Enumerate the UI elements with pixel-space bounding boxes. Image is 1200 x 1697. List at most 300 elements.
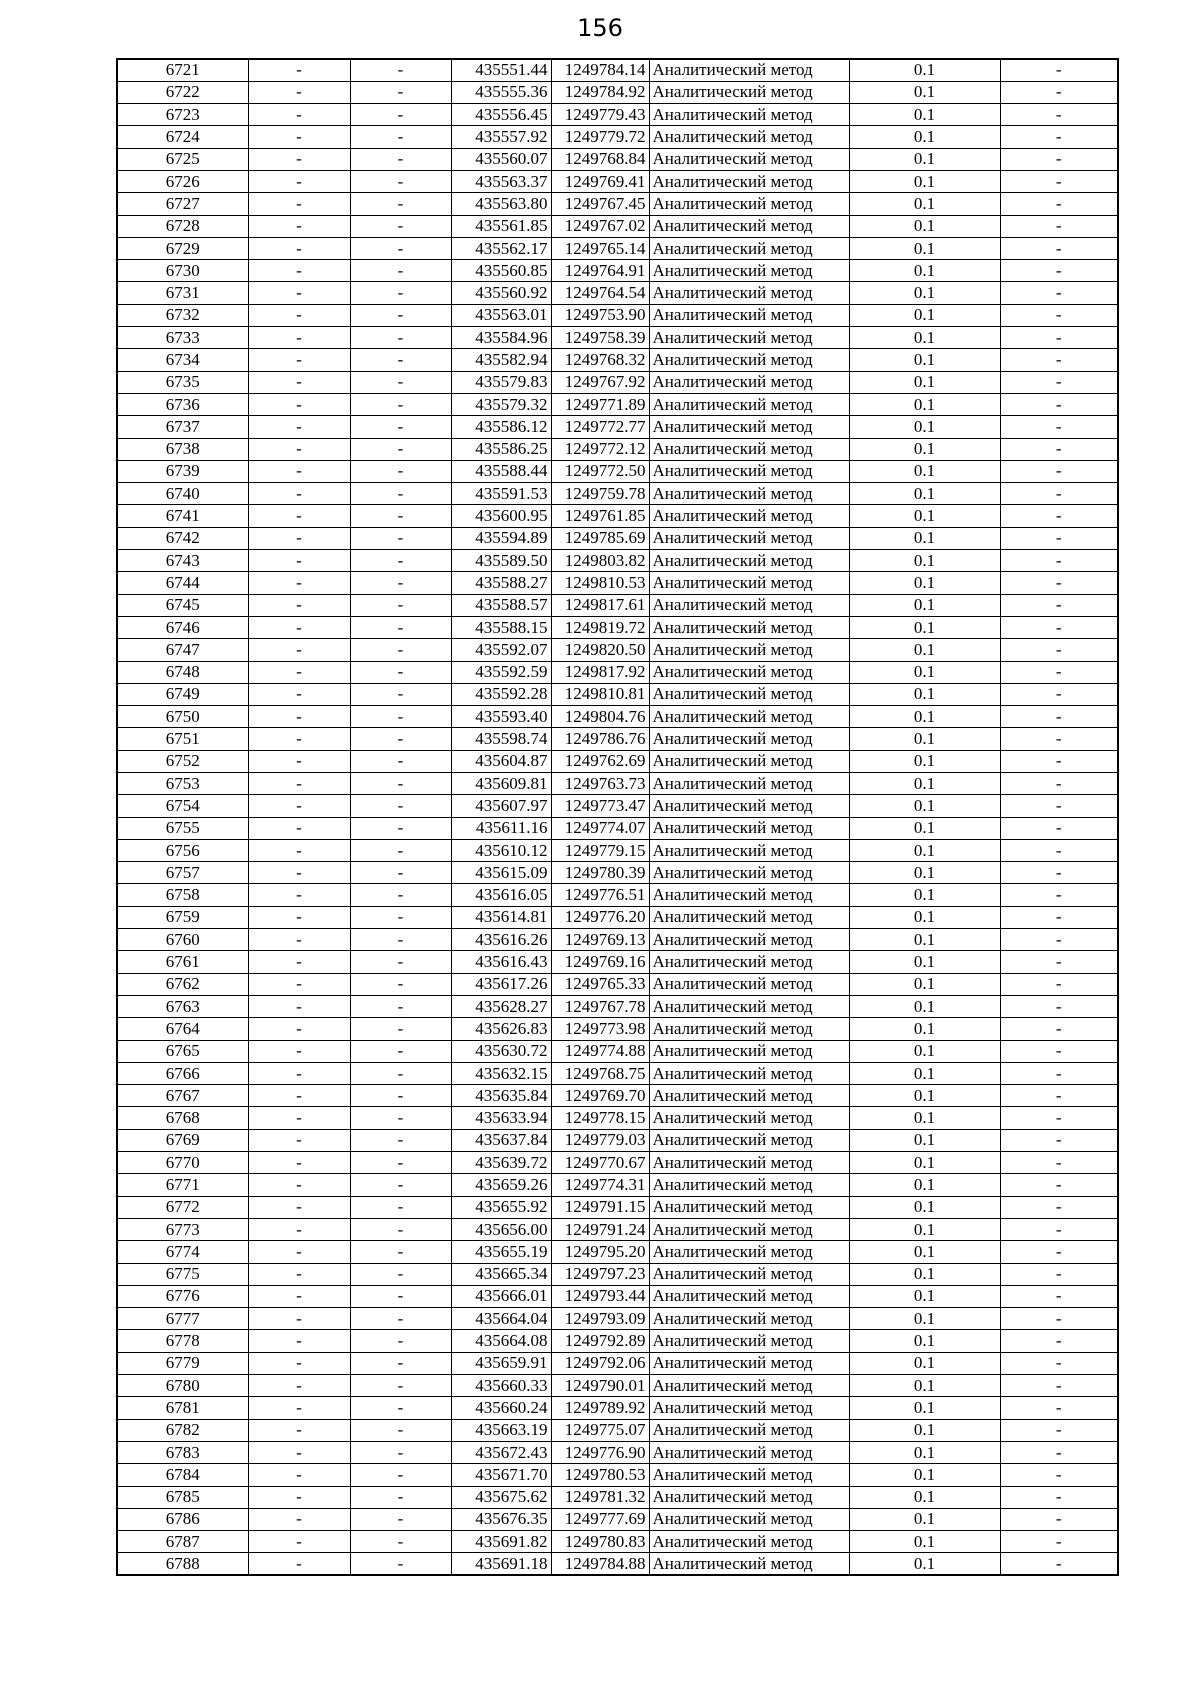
table-row: [117, 349, 1118, 371]
empty-value-cell: -: [1000, 951, 1118, 973]
empty-value-cell: -: [248, 1196, 350, 1218]
table-row: [117, 995, 1118, 1017]
empty-value-cell: -: [248, 416, 350, 438]
y-coordinate-cell: 1249795.20: [551, 1241, 649, 1263]
point-number-cell: 6788: [117, 1553, 248, 1575]
x-coordinate-cell: 435614.81: [451, 906, 551, 928]
y-coordinate-cell: 1249779.03: [551, 1129, 649, 1151]
point-number-cell: 6755: [117, 817, 248, 839]
empty-value-cell: -: [1000, 795, 1118, 817]
method-cell: Аналитический метод: [649, 639, 849, 661]
y-coordinate-cell: 1249763.73: [551, 773, 649, 795]
empty-value-cell: -: [248, 995, 350, 1017]
table-row: [117, 59, 1118, 81]
method-cell: Аналитический метод: [649, 839, 849, 861]
x-coordinate-cell: 435579.32: [451, 393, 551, 415]
empty-value-cell: -: [1000, 1107, 1118, 1129]
table-row: [117, 393, 1118, 415]
x-coordinate-cell: 435600.95: [451, 505, 551, 527]
accuracy-cell: 0.1: [849, 505, 1000, 527]
empty-value-cell: -: [248, 884, 350, 906]
empty-value-cell: -: [1000, 170, 1118, 192]
method-cell: Аналитический метод: [649, 304, 849, 326]
empty-value-cell: -: [1000, 460, 1118, 482]
x-coordinate-cell: 435588.57: [451, 594, 551, 616]
method-cell: Аналитический метод: [649, 951, 849, 973]
accuracy-cell: 0.1: [849, 393, 1000, 415]
point-number-cell: 6756: [117, 839, 248, 861]
point-number-cell: 6738: [117, 438, 248, 460]
table-row: [117, 438, 1118, 460]
accuracy-cell: 0.1: [849, 1040, 1000, 1062]
empty-value-cell: -: [1000, 104, 1118, 126]
table-row: [117, 1352, 1118, 1374]
y-coordinate-cell: 1249792.89: [551, 1330, 649, 1352]
empty-value-cell: -: [350, 1486, 451, 1508]
empty-value-cell: -: [350, 1352, 451, 1374]
point-number-cell: 6763: [117, 995, 248, 1017]
empty-value-cell: -: [1000, 1553, 1118, 1575]
table-row: [117, 460, 1118, 482]
method-cell: Аналитический метод: [649, 1464, 849, 1486]
accuracy-cell: 0.1: [849, 1018, 1000, 1040]
empty-value-cell: -: [350, 1062, 451, 1084]
y-coordinate-cell: 1249770.67: [551, 1152, 649, 1174]
y-coordinate-cell: 1249793.44: [551, 1285, 649, 1307]
table-row: [117, 1218, 1118, 1240]
empty-value-cell: -: [350, 1040, 451, 1062]
table-row: [117, 616, 1118, 638]
y-coordinate-cell: 1249789.92: [551, 1397, 649, 1419]
empty-value-cell: -: [350, 59, 451, 81]
table-row: [117, 1531, 1118, 1553]
empty-value-cell: -: [248, 1218, 350, 1240]
table-row: [117, 1107, 1118, 1129]
table-body: [117, 59, 1118, 1575]
table-row: [117, 795, 1118, 817]
empty-value-cell: -: [350, 728, 451, 750]
y-coordinate-cell: 1249791.15: [551, 1196, 649, 1218]
accuracy-cell: 0.1: [849, 527, 1000, 549]
y-coordinate-cell: 1249762.69: [551, 750, 649, 772]
empty-value-cell: -: [1000, 349, 1118, 371]
empty-value-cell: -: [248, 104, 350, 126]
method-cell: Аналитический метод: [649, 527, 849, 549]
empty-value-cell: -: [248, 795, 350, 817]
y-coordinate-cell: 1249773.98: [551, 1018, 649, 1040]
table-row: [117, 371, 1118, 393]
point-number-cell: 6779: [117, 1352, 248, 1374]
empty-value-cell: -: [1000, 661, 1118, 683]
empty-value-cell: -: [1000, 1062, 1118, 1084]
y-coordinate-cell: 1249759.78: [551, 483, 649, 505]
y-coordinate-cell: 1249778.15: [551, 1107, 649, 1129]
table-row: [117, 1486, 1118, 1508]
table-row: [117, 527, 1118, 549]
accuracy-cell: 0.1: [849, 215, 1000, 237]
empty-value-cell: -: [350, 951, 451, 973]
empty-value-cell: -: [350, 327, 451, 349]
empty-value-cell: -: [248, 1129, 350, 1151]
table-row: [117, 327, 1118, 349]
point-number-cell: 6758: [117, 884, 248, 906]
x-coordinate-cell: 435616.26: [451, 929, 551, 951]
empty-value-cell: -: [248, 282, 350, 304]
empty-value-cell: -: [1000, 1241, 1118, 1263]
method-cell: Аналитический метод: [649, 1085, 849, 1107]
method-cell: Аналитический метод: [649, 750, 849, 772]
empty-value-cell: -: [248, 862, 350, 884]
x-coordinate-cell: 435660.24: [451, 1397, 551, 1419]
empty-value-cell: -: [248, 1062, 350, 1084]
accuracy-cell: 0.1: [849, 1107, 1000, 1129]
accuracy-cell: 0.1: [849, 193, 1000, 215]
empty-value-cell: -: [248, 929, 350, 951]
point-number-cell: 6786: [117, 1508, 248, 1530]
y-coordinate-cell: 1249764.91: [551, 260, 649, 282]
empty-value-cell: -: [248, 728, 350, 750]
empty-value-cell: -: [1000, 616, 1118, 638]
point-number-cell: 6770: [117, 1152, 248, 1174]
table-row: [117, 215, 1118, 237]
y-coordinate-cell: 1249768.84: [551, 148, 649, 170]
point-number-cell: 6746: [117, 616, 248, 638]
empty-value-cell: -: [1000, 1285, 1118, 1307]
table-row: [117, 1174, 1118, 1196]
empty-value-cell: -: [350, 1441, 451, 1463]
point-number-cell: 6752: [117, 750, 248, 772]
empty-value-cell: -: [248, 327, 350, 349]
point-number-cell: 6769: [117, 1129, 248, 1151]
y-coordinate-cell: 1249765.33: [551, 973, 649, 995]
table-row: [117, 639, 1118, 661]
table-row: [117, 550, 1118, 572]
method-cell: Аналитический метод: [649, 884, 849, 906]
y-coordinate-cell: 1249784.14: [551, 59, 649, 81]
table-row: [117, 1129, 1118, 1151]
point-number-cell: 6783: [117, 1441, 248, 1463]
method-cell: Аналитический метод: [649, 995, 849, 1017]
accuracy-cell: 0.1: [849, 1241, 1000, 1263]
method-cell: Аналитический метод: [649, 59, 849, 81]
empty-value-cell: -: [350, 1196, 451, 1218]
empty-value-cell: -: [350, 371, 451, 393]
empty-value-cell: -: [1000, 639, 1118, 661]
empty-value-cell: -: [248, 81, 350, 103]
x-coordinate-cell: 435560.92: [451, 282, 551, 304]
coordinates-table: [116, 58, 1119, 1576]
table-row: [117, 1308, 1118, 1330]
accuracy-cell: 0.1: [849, 1308, 1000, 1330]
x-coordinate-cell: 435589.50: [451, 550, 551, 572]
empty-value-cell: -: [248, 839, 350, 861]
table-row: [117, 951, 1118, 973]
method-cell: Аналитический метод: [649, 1040, 849, 1062]
point-number-cell: 6768: [117, 1107, 248, 1129]
x-coordinate-cell: 435555.36: [451, 81, 551, 103]
empty-value-cell: -: [350, 929, 451, 951]
x-coordinate-cell: 435560.85: [451, 260, 551, 282]
y-coordinate-cell: 1249797.23: [551, 1263, 649, 1285]
accuracy-cell: 0.1: [849, 438, 1000, 460]
empty-value-cell: -: [248, 148, 350, 170]
accuracy-cell: 0.1: [849, 1397, 1000, 1419]
point-number-cell: 6765: [117, 1040, 248, 1062]
empty-value-cell: -: [1000, 59, 1118, 81]
point-number-cell: 6736: [117, 393, 248, 415]
point-number-cell: 6780: [117, 1375, 248, 1397]
y-coordinate-cell: 1249753.90: [551, 304, 649, 326]
empty-value-cell: -: [248, 1419, 350, 1441]
empty-value-cell: -: [1000, 1152, 1118, 1174]
table-row: [117, 1040, 1118, 1062]
point-number-cell: 6739: [117, 460, 248, 482]
x-coordinate-cell: 435588.44: [451, 460, 551, 482]
method-cell: Аналитический метод: [649, 929, 849, 951]
y-coordinate-cell: 1249774.07: [551, 817, 649, 839]
x-coordinate-cell: 435586.12: [451, 416, 551, 438]
accuracy-cell: 0.1: [849, 416, 1000, 438]
table-row: [117, 728, 1118, 750]
empty-value-cell: -: [1000, 148, 1118, 170]
table-row: [117, 505, 1118, 527]
empty-value-cell: -: [1000, 505, 1118, 527]
y-coordinate-cell: 1249790.01: [551, 1375, 649, 1397]
empty-value-cell: -: [350, 1508, 451, 1530]
empty-value-cell: -: [248, 1152, 350, 1174]
empty-value-cell: -: [1000, 483, 1118, 505]
empty-value-cell: -: [350, 795, 451, 817]
x-coordinate-cell: 435675.62: [451, 1486, 551, 1508]
x-coordinate-cell: 435611.16: [451, 817, 551, 839]
empty-value-cell: -: [1000, 527, 1118, 549]
point-number-cell: 6741: [117, 505, 248, 527]
method-cell: Аналитический метод: [649, 371, 849, 393]
method-cell: Аналитический метод: [649, 126, 849, 148]
table-row: [117, 862, 1118, 884]
empty-value-cell: -: [1000, 706, 1118, 728]
accuracy-cell: 0.1: [849, 616, 1000, 638]
method-cell: Аналитический метод: [649, 773, 849, 795]
accuracy-cell: 0.1: [849, 81, 1000, 103]
empty-value-cell: -: [350, 750, 451, 772]
table-row: [117, 1508, 1118, 1530]
empty-value-cell: -: [1000, 438, 1118, 460]
accuracy-cell: 0.1: [849, 126, 1000, 148]
empty-value-cell: -: [350, 260, 451, 282]
empty-value-cell: -: [1000, 995, 1118, 1017]
method-cell: Аналитический метод: [649, 1285, 849, 1307]
method-cell: Аналитический метод: [649, 862, 849, 884]
point-number-cell: 6787: [117, 1531, 248, 1553]
x-coordinate-cell: 435659.91: [451, 1352, 551, 1374]
x-coordinate-cell: 435639.72: [451, 1152, 551, 1174]
empty-value-cell: -: [248, 906, 350, 928]
empty-value-cell: -: [1000, 594, 1118, 616]
point-number-cell: 6747: [117, 639, 248, 661]
method-cell: Аналитический метод: [649, 416, 849, 438]
method-cell: Аналитический метод: [649, 795, 849, 817]
method-cell: Аналитический метод: [649, 1218, 849, 1240]
empty-value-cell: -: [350, 817, 451, 839]
method-cell: Аналитический метод: [649, 1441, 849, 1463]
empty-value-cell: -: [350, 839, 451, 861]
y-coordinate-cell: 1249772.50: [551, 460, 649, 482]
empty-value-cell: -: [248, 639, 350, 661]
empty-value-cell: -: [350, 1308, 451, 1330]
table-row: [117, 304, 1118, 326]
empty-value-cell: -: [248, 193, 350, 215]
method-cell: Аналитический метод: [649, 1553, 849, 1575]
method-cell: Аналитический метод: [649, 393, 849, 415]
empty-value-cell: -: [350, 237, 451, 259]
y-coordinate-cell: 1249791.24: [551, 1218, 649, 1240]
empty-value-cell: -: [350, 483, 451, 505]
point-number-cell: 6722: [117, 81, 248, 103]
empty-value-cell: -: [1000, 1352, 1118, 1374]
x-coordinate-cell: 435607.97: [451, 795, 551, 817]
empty-value-cell: -: [350, 1241, 451, 1263]
y-coordinate-cell: 1249769.13: [551, 929, 649, 951]
accuracy-cell: 0.1: [849, 862, 1000, 884]
empty-value-cell: -: [248, 1352, 350, 1374]
y-coordinate-cell: 1249769.70: [551, 1085, 649, 1107]
point-number-cell: 6778: [117, 1330, 248, 1352]
accuracy-cell: 0.1: [849, 639, 1000, 661]
point-number-cell: 6726: [117, 170, 248, 192]
accuracy-cell: 0.1: [849, 1263, 1000, 1285]
empty-value-cell: -: [248, 237, 350, 259]
method-cell: Аналитический метод: [649, 81, 849, 103]
empty-value-cell: -: [248, 750, 350, 772]
empty-value-cell: -: [248, 1085, 350, 1107]
empty-value-cell: -: [350, 215, 451, 237]
point-number-cell: 6764: [117, 1018, 248, 1040]
point-number-cell: 6743: [117, 550, 248, 572]
empty-value-cell: -: [350, 862, 451, 884]
x-coordinate-cell: 435656.00: [451, 1218, 551, 1240]
empty-value-cell: -: [248, 1330, 350, 1352]
accuracy-cell: 0.1: [849, 1553, 1000, 1575]
empty-value-cell: -: [248, 1486, 350, 1508]
empty-value-cell: -: [1000, 193, 1118, 215]
point-number-cell: 6733: [117, 327, 248, 349]
table-row: [117, 750, 1118, 772]
accuracy-cell: 0.1: [849, 237, 1000, 259]
x-coordinate-cell: 435672.43: [451, 1441, 551, 1463]
empty-value-cell: -: [248, 1285, 350, 1307]
empty-value-cell: -: [350, 104, 451, 126]
empty-value-cell: -: [248, 304, 350, 326]
point-number-cell: 6745: [117, 594, 248, 616]
empty-value-cell: -: [1000, 906, 1118, 928]
table-row: [117, 929, 1118, 951]
method-cell: Аналитический метод: [649, 1352, 849, 1374]
point-number-cell: 6757: [117, 862, 248, 884]
empty-value-cell: -: [350, 572, 451, 594]
accuracy-cell: 0.1: [849, 282, 1000, 304]
empty-value-cell: -: [350, 193, 451, 215]
empty-value-cell: -: [350, 906, 451, 928]
accuracy-cell: 0.1: [849, 706, 1000, 728]
table-row: [117, 260, 1118, 282]
y-coordinate-cell: 1249769.41: [551, 170, 649, 192]
x-coordinate-cell: 435663.19: [451, 1419, 551, 1441]
empty-value-cell: -: [350, 706, 451, 728]
method-cell: Аналитический метод: [649, 1486, 849, 1508]
y-coordinate-cell: 1249779.15: [551, 839, 649, 861]
empty-value-cell: -: [1000, 371, 1118, 393]
point-number-cell: 6730: [117, 260, 248, 282]
accuracy-cell: 0.1: [849, 460, 1000, 482]
y-coordinate-cell: 1249792.06: [551, 1352, 649, 1374]
empty-value-cell: -: [350, 460, 451, 482]
point-number-cell: 6734: [117, 349, 248, 371]
empty-value-cell: -: [1000, 773, 1118, 795]
x-coordinate-cell: 435560.07: [451, 148, 551, 170]
accuracy-cell: 0.1: [849, 973, 1000, 995]
y-coordinate-cell: 1249764.54: [551, 282, 649, 304]
method-cell: Аналитический метод: [649, 148, 849, 170]
accuracy-cell: 0.1: [849, 59, 1000, 81]
empty-value-cell: -: [1000, 1218, 1118, 1240]
empty-value-cell: -: [1000, 1129, 1118, 1151]
accuracy-cell: 0.1: [849, 995, 1000, 1017]
empty-value-cell: -: [248, 1308, 350, 1330]
x-coordinate-cell: 435630.72: [451, 1040, 551, 1062]
empty-value-cell: -: [350, 527, 451, 549]
table-row: [117, 1553, 1118, 1575]
x-coordinate-cell: 435584.96: [451, 327, 551, 349]
point-number-cell: 6729: [117, 237, 248, 259]
table-row: [117, 1419, 1118, 1441]
empty-value-cell: -: [248, 1464, 350, 1486]
empty-value-cell: -: [1000, 817, 1118, 839]
x-coordinate-cell: 435659.26: [451, 1174, 551, 1196]
accuracy-cell: 0.1: [849, 906, 1000, 928]
empty-value-cell: -: [248, 1018, 350, 1040]
y-coordinate-cell: 1249780.53: [551, 1464, 649, 1486]
point-number-cell: 6740: [117, 483, 248, 505]
empty-value-cell: -: [248, 1174, 350, 1196]
method-cell: Аналитический метод: [649, 1018, 849, 1040]
point-number-cell: 6767: [117, 1085, 248, 1107]
y-coordinate-cell: 1249820.50: [551, 639, 649, 661]
y-coordinate-cell: 1249785.69: [551, 527, 649, 549]
accuracy-cell: 0.1: [849, 483, 1000, 505]
point-number-cell: 6774: [117, 1241, 248, 1263]
accuracy-cell: 0.1: [849, 1285, 1000, 1307]
table-row: [117, 282, 1118, 304]
empty-value-cell: -: [248, 393, 350, 415]
y-coordinate-cell: 1249780.83: [551, 1531, 649, 1553]
accuracy-cell: 0.1: [849, 951, 1000, 973]
point-number-cell: 6751: [117, 728, 248, 750]
point-number-cell: 6728: [117, 215, 248, 237]
point-number-cell: 6744: [117, 572, 248, 594]
x-coordinate-cell: 435660.33: [451, 1375, 551, 1397]
empty-value-cell: -: [1000, 1040, 1118, 1062]
accuracy-cell: 0.1: [849, 104, 1000, 126]
empty-value-cell: -: [350, 683, 451, 705]
empty-value-cell: -: [350, 639, 451, 661]
point-number-cell: 6766: [117, 1062, 248, 1084]
x-coordinate-cell: 435616.43: [451, 951, 551, 973]
empty-value-cell: -: [1000, 1375, 1118, 1397]
method-cell: Аналитический метод: [649, 1241, 849, 1263]
empty-value-cell: -: [248, 817, 350, 839]
empty-value-cell: -: [248, 260, 350, 282]
